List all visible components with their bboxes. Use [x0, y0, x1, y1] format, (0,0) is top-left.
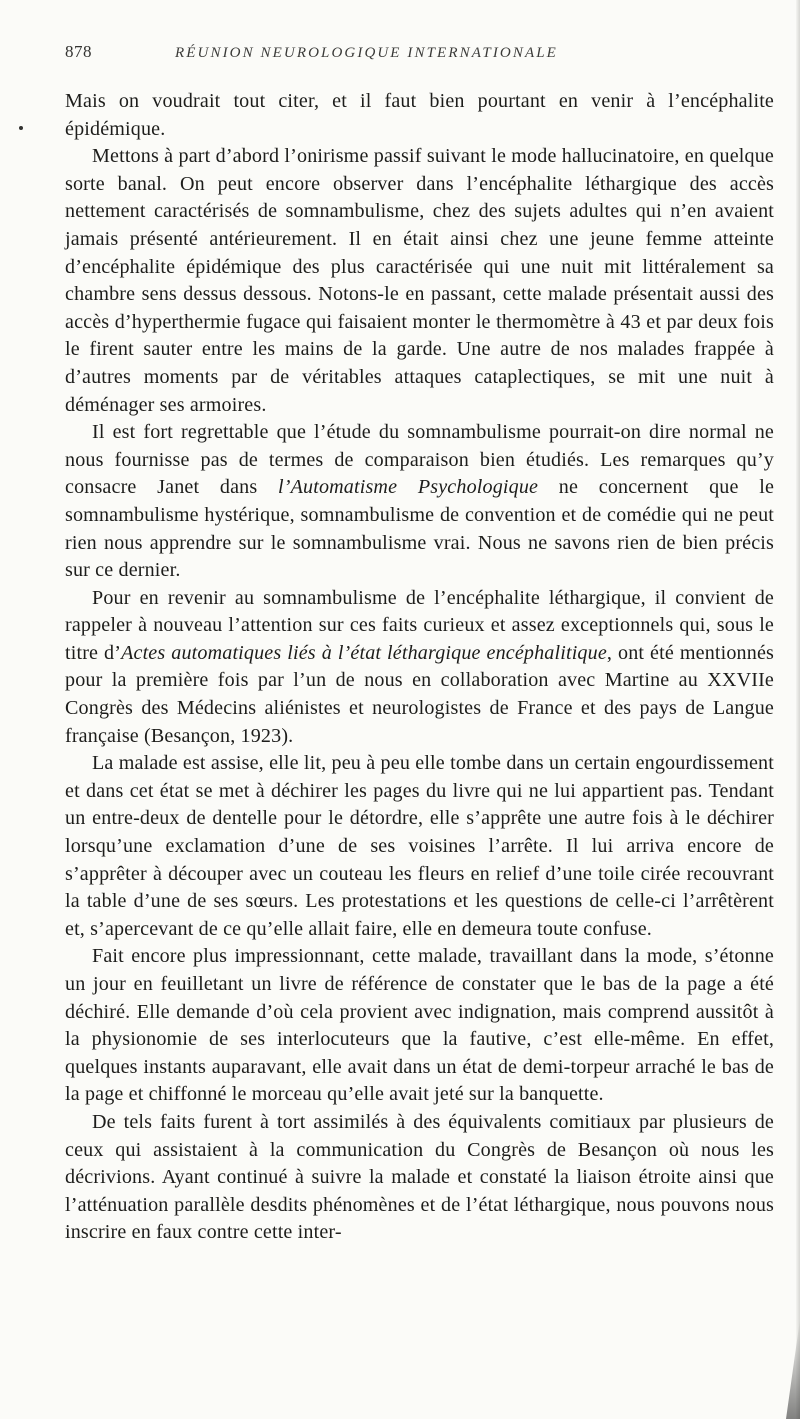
paragraph-5: La malade est assise, elle lit, peu à peu elle tombe dans un certain engourdissement et dans cet état se met à déchirer les pages du livre qui ne lui appartient pas. Tendant un entre-deux de dentelle pour le détordre, elle s’apprête une autre fois à le déchirer lorsqu’une exclamation d’une de ses voisines l’arrête. Il lui arriva encore de s’apprêter à découper avec un couteau les fleurs en relief d’une toile cirée recouvrant la table d’une de ses sœurs. Les protestations et les questions de celle-ci l’arrêtèrent et, s’apercevant de ce qu’elle allait faire, elle en demeura toute confuse. — [65, 752, 774, 940]
paragraph-6: Fait encore plus impressionnant, cette malade, travaillant dans la mode, s’étonne un jour en feuilletant un livre de référence de constater que le bas de la page a été déchiré. Elle demande d’où cela provient avec indignation, mais comprend aussitôt à la physionomie de ses interlocuteurs que la fautive, c’est elle-même. En effet, quelques instants auparavant, elle avait dans un état de demi-torpeur arraché le bas de la page et chiffonné le morceau qu’elle avait jeté sur la banquette. — [65, 945, 774, 1106]
paragraph-2: Mettons à part d’abord l’onirisme passif suivant le mode hallucinatoire, en quelque sorte banal. On peut encore observer dans l’encéphalite léthargique des accès nettement caractérisés de somnambulisme, chez des sujets adultes qui n’en avaient jamais présenté antérieurement. Il en était ainsi chez une jeune femme atteinte d’encéphalite épidémique des plus caractérisée qui une nuit mit littéralement sa chambre sens dessus dessous. Notons-le en passant, cette malade présentait aussi des accès d’hyperthermie fugace qui faisaient monter le thermomètre à 43 et par deux fois le firent sauter entre les mains de la garde. Une autre de nos malades frappée à d’autres moments par de véritables attaques cataplectiques, se mit une nuit à déménager ses armoires. — [65, 145, 774, 416]
body-text — [65, 88, 774, 1247]
running-head: RÉUNION NEUROLOGIQUE INTERNATIONALE — [175, 45, 558, 61]
paragraph-4 — [65, 585, 774, 751]
communication-title: Actes automatiques liés à l’état léthargique encéphalitique — [121, 641, 607, 664]
paragraph-3-text-a: Il est fort regrettable que l’étude du somnambulisme pourrait-on dire normal ne nous fournisse pas de termes de comparaison bien étudiés. Les remarques qu’y consacre Janet dans — [65, 421, 774, 499]
paragraph-3-text-b: ne concernent que le somnambulisme hystérique, somnambulisme de convention et de comédie qui ne peut rien nous apprendre sur le somnambulisme vrai. Nous ne savons rien de bien précis sur ce dernier. — [65, 476, 775, 582]
paragraph-1: Mais on voudrait tout citer, et il faut bien pourtant en venir à l’encéphalite épidémique. — [65, 90, 774, 140]
page-header — [65, 42, 774, 76]
paragraph-4-text-a: Pour en revenir au somnambulisme de l’encéphalite léthargique, il convient de rappeler à nouveau l’attention sur ces faits curieux et assez exceptionnels qui, sous le titre d’ — [65, 586, 774, 664]
page-edge-shadow — [796, 0, 800, 1419]
margin-mark — [19, 126, 23, 130]
paragraph-7: De tels faits furent à tort assimilés à des équivalents comitiaux par plusieurs de ceux qui assistaient à la communication du Congrès de Besançon où nous les décrivions. Ayant continué à suivre la malade et constaté la liaison étroite ainsi que l’atténuation parallèle desdits phénomènes et de l’état léthargique, nous pouvons nous inscrire en faux contre cette inter- — [65, 1110, 774, 1244]
paragraph-4-text-b: , ont été mentionnés pour la première fois par l’un de nous en collaboration avec Martine au XXVIIe Congrès des Médecins aliénistes et neurologistes de France et des pays de Langue française (Besançon, 1923). — [65, 641, 774, 747]
page-number: 878 — [65, 42, 92, 61]
paragraph-3 — [65, 419, 774, 585]
book-title-automatisme: l’Automatisme Psychologique — [278, 476, 539, 499]
